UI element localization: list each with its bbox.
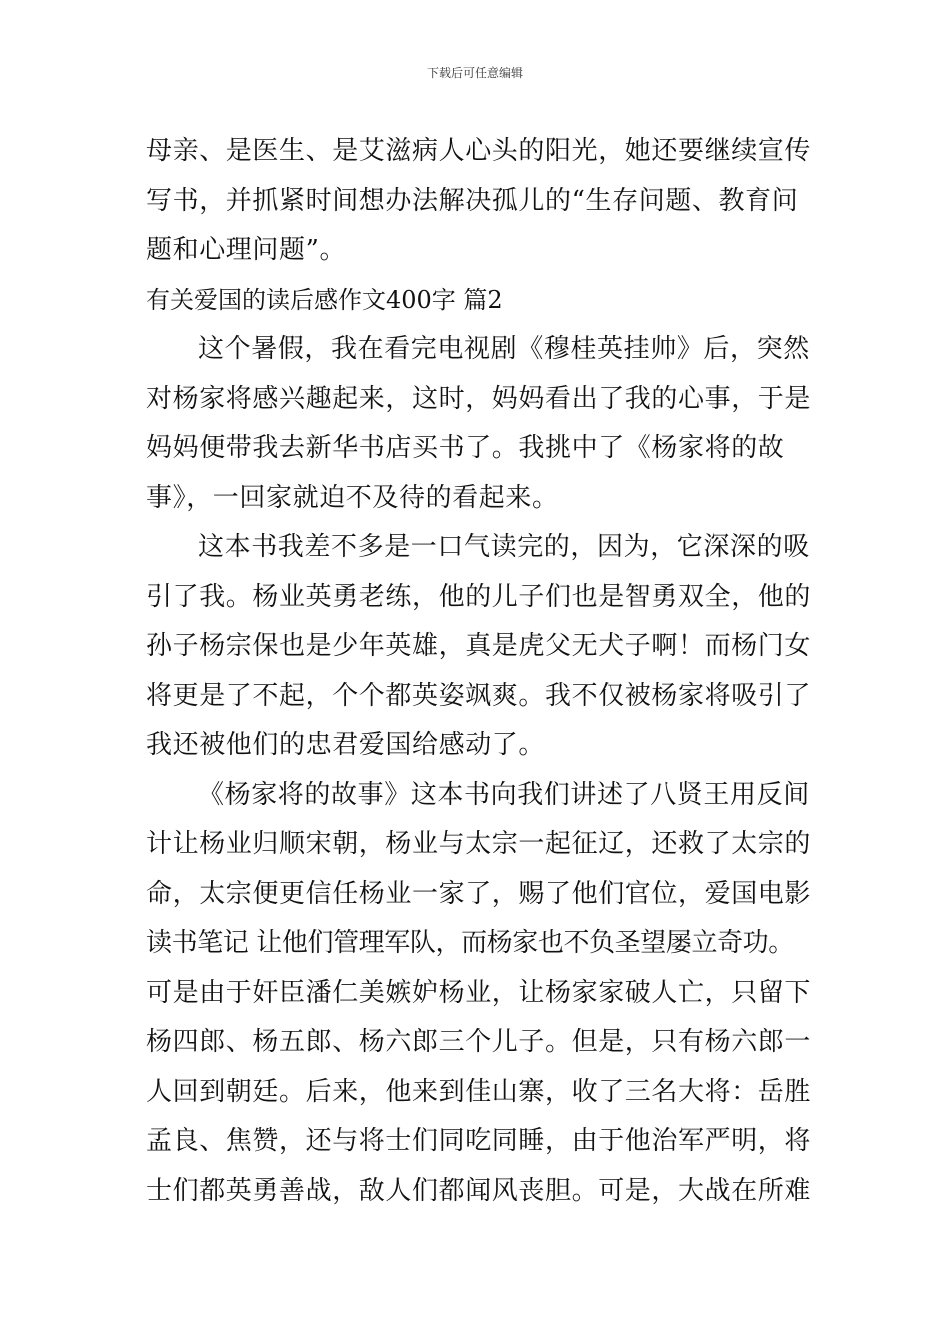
text-line: 将更是了不起，个个都英姿飒爽。我不仅被杨家将吸引了: [146, 680, 812, 711]
document-body: [146, 127, 812, 1216]
text-line: 孟良、焦赞，还与将士们同吃同睡，由于他治军严明，将: [146, 1126, 812, 1156]
text-line: 士们都英勇善战，敌人们都闻风丧胆。可是，大战在所难: [146, 1175, 812, 1206]
text-line: 计让杨业归顺宋朝，杨业与太宗一起征辽，还救了太宗的: [146, 829, 812, 859]
text-line: 可是由于奸臣潘仁美嫉妒杨业，让杨家家破人亡，只留下: [146, 977, 812, 1008]
text-line: 引了我。杨业英勇老练，他的儿子们也是智勇双全，他的: [146, 581, 812, 612]
text-line: 题和心理问题”。: [146, 235, 347, 265]
text-line: 孙子杨宗保也是少年英雄，真是虎父无犬子啊！而杨门女: [146, 631, 812, 661]
section-heading: 有关爱国的读后感作文400字 篇2: [146, 285, 503, 314]
page-header-note: 下载后可任意编辑: [426, 66, 523, 80]
text-line: 这本书我差不多是一口气读完的，因为，它深深的吸: [198, 532, 810, 562]
text-line: 母亲、是医生、是艾滋病人心头的阳光，她还要继续宣传: [146, 136, 812, 166]
text-line: 妈妈便带我去新华书店买书了。我挑中了《杨家将的故: [146, 433, 785, 463]
text-line: 人回到朝廷。后来，他来到佳山寨，收了三名大将：岳胜: [146, 1076, 812, 1107]
text-line: 命，太宗便更信任杨业一家了，赐了他们官位，爱国电影: [146, 878, 812, 909]
text-line: 《杨家将的故事》这本书向我们讲述了八贤王用反间: [198, 779, 810, 810]
text-line: 我还被他们的忠君爱国给感动了。: [146, 730, 546, 760]
text-line: 写书，并抓紧时间想办法解决孤儿的“生存问题、教育问: [146, 185, 799, 216]
text-line: 事》，一回家就迫不及待的看起来。: [146, 482, 559, 513]
text-line: 读书笔记 让他们管理军队，而杨家也不负圣望屡立奇功。: [146, 928, 794, 958]
text-line: 这个暑假，我在看完电视剧《穆桂英挂帅》后，突然: [198, 334, 810, 364]
text-line: 杨四郎、杨五郎、杨六郎三个儿子。但是，只有杨六郎一: [146, 1027, 812, 1057]
text-line: 对杨家将感兴趣起来，这时，妈妈看出了我的心事，于是: [146, 383, 812, 414]
